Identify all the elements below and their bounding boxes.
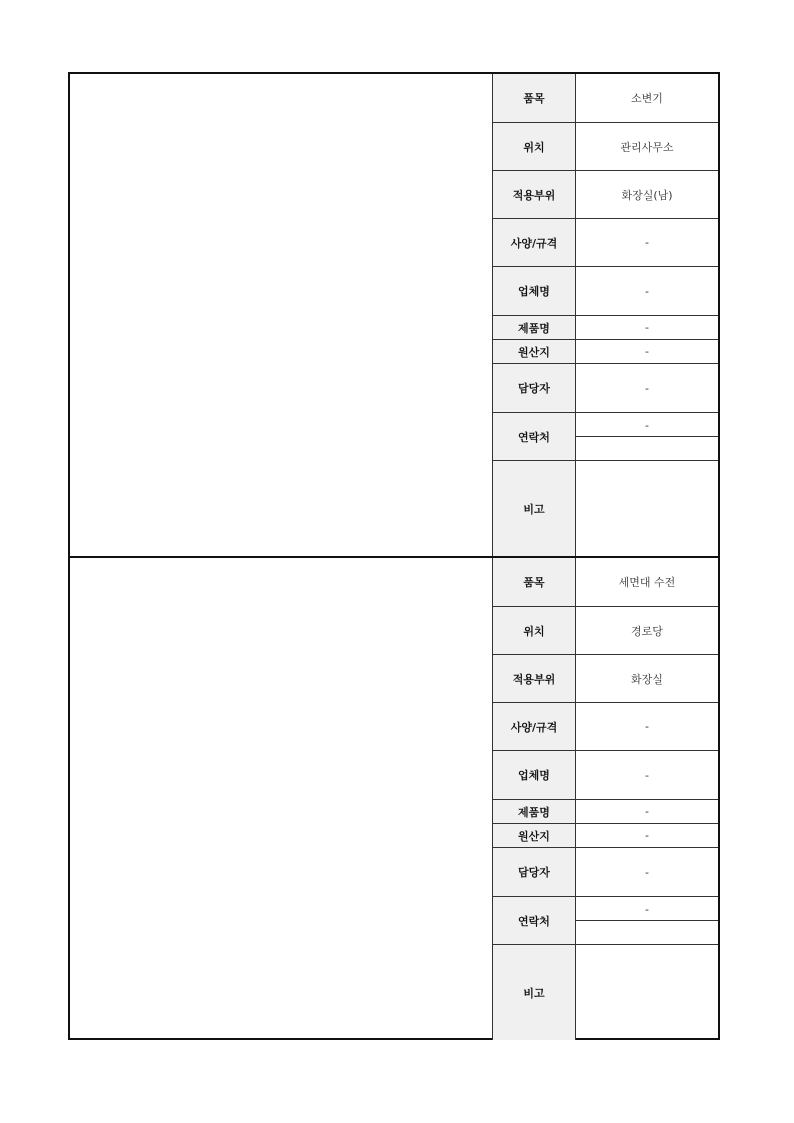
label-spec: 사양/규격 [493, 703, 576, 750]
label-manager: 담당자 [493, 848, 576, 896]
row-manager [493, 364, 718, 413]
row-manager [493, 848, 718, 897]
row-spec [493, 219, 718, 267]
row-company [493, 751, 718, 800]
value-product: - [645, 805, 649, 818]
value-origin: - [645, 345, 649, 358]
value-location: 경로당 [631, 624, 663, 638]
row-contact [493, 897, 718, 945]
row-product [493, 316, 718, 340]
label-location: 위치 [493, 607, 576, 654]
value-remarks [576, 461, 718, 556]
label-item: 품목 [493, 74, 576, 122]
label-spec: 사양/규격 [493, 219, 576, 266]
row-company [493, 267, 718, 316]
value-manager: - [645, 381, 649, 395]
value-applied-area: 화장실(남) [621, 188, 673, 202]
value-company: - [645, 768, 649, 782]
label-product: 제품명 [493, 316, 576, 339]
value-product: - [645, 321, 649, 334]
value-remarks [576, 945, 718, 1040]
row-applied-area [493, 655, 718, 703]
contact-divider [576, 436, 718, 437]
row-origin [493, 340, 718, 364]
label-remarks: 비고 [493, 461, 576, 556]
info-table [493, 74, 718, 556]
value-item: 세면대 수전 [618, 576, 676, 589]
value-origin: - [645, 829, 649, 842]
label-location: 위치 [493, 123, 576, 170]
row-location [493, 607, 718, 655]
row-remarks [493, 461, 718, 556]
value-spec: - [645, 236, 649, 249]
value-contact: - [645, 419, 649, 432]
row-location [493, 123, 718, 171]
label-contact: 연락처 [493, 897, 576, 944]
info-table [493, 558, 718, 1040]
row-product [493, 800, 718, 824]
label-remarks: 비고 [493, 945, 576, 1040]
contact-divider [576, 920, 718, 921]
label-origin: 원산지 [493, 824, 576, 847]
value-applied-area: 화장실 [631, 672, 663, 686]
value-spec: - [645, 720, 649, 733]
entry-block-2 [70, 558, 718, 1040]
value-location: 관리사무소 [620, 140, 674, 154]
row-origin [493, 824, 718, 848]
value-contact: - [645, 903, 649, 916]
material-sheet [68, 72, 720, 1040]
label-company: 업체명 [493, 267, 576, 315]
label-applied-area: 적용부위 [493, 171, 576, 218]
label-applied-area: 적용부위 [493, 655, 576, 702]
label-product: 제품명 [493, 800, 576, 823]
label-origin: 원산지 [493, 340, 576, 363]
label-contact: 연락처 [493, 413, 576, 460]
label-item: 품목 [493, 558, 576, 606]
row-spec [493, 703, 718, 751]
photo-area [70, 74, 493, 556]
row-item [493, 558, 718, 607]
label-manager: 담당자 [493, 364, 576, 412]
row-applied-area [493, 171, 718, 219]
row-remarks [493, 945, 718, 1040]
value-company: - [645, 284, 649, 298]
label-company: 업체명 [493, 751, 576, 799]
value-manager: - [645, 865, 649, 879]
photo-area [70, 558, 493, 1040]
entry-block-1 [70, 74, 718, 556]
row-item [493, 74, 718, 123]
row-contact [493, 413, 718, 461]
value-item: 소변기 [631, 92, 663, 105]
